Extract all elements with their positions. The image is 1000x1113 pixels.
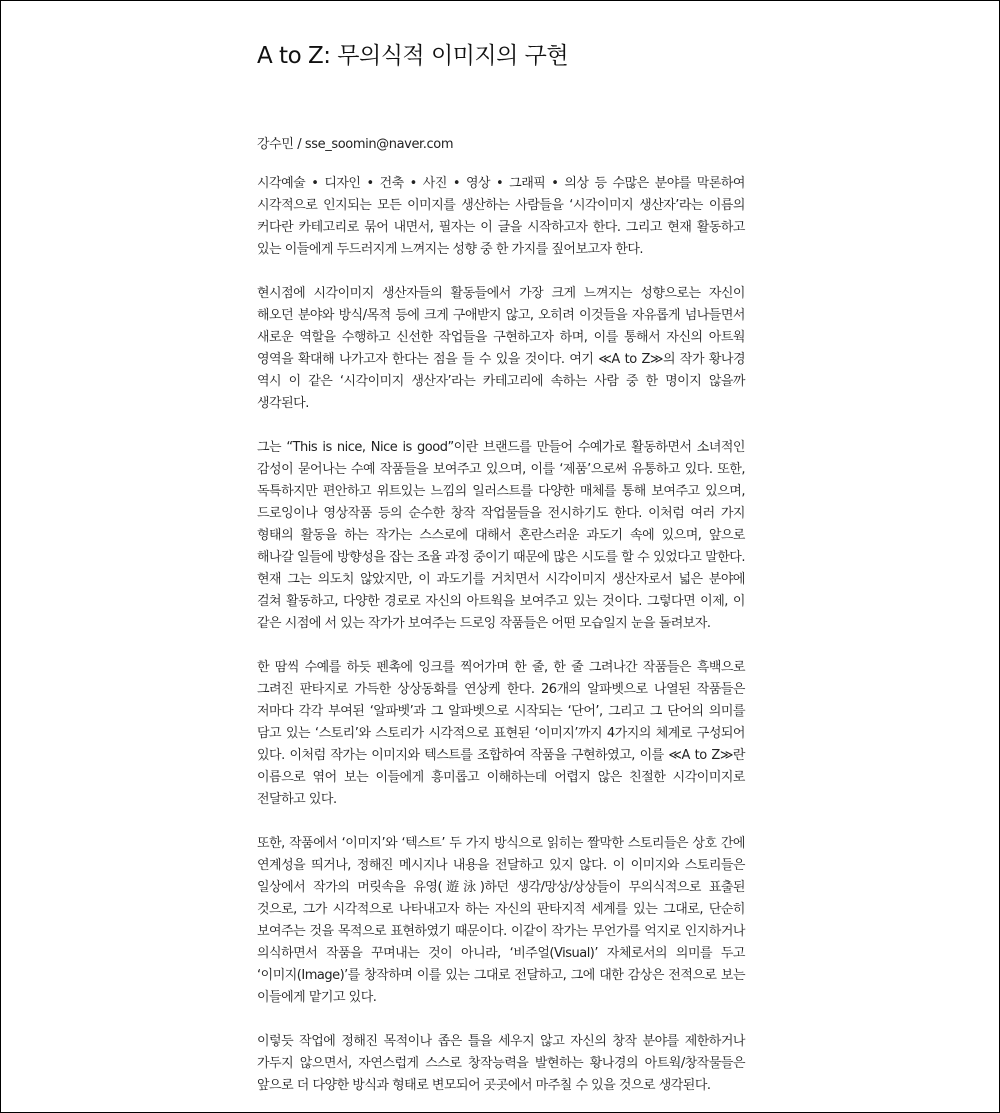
article [257, 40, 745, 1097]
paragraph-3: 그는 “This is nice, Nice is good”이란 브랜드를 만들어 수예가로 활동하면서 소녀적인 감성이 묻어나는 수예 작품들을 보여주고 있으며, 이를 ‘제품’으로써 유통하고 있다. 또한, 독특하지만 편안하고 위트있는 느낌의 일러스트를 다양한 매체를 통해 보여주고 있으며, 드로잉이나 영상작품 등의 순수한 창작 작업물들을 전시하기도 한다. 이처럼 여러 가지 형태의 활동을 하는 작가는 스스로에 대해서 혼란스러운 과도기 속에 있으며, 앞으로 해나갈 일들에 방향성을 잡는 조율 과정 중이기 때문에 많은 시도를 할 수 있었다고 말한다. 현재 그는 의도치 않았지만, 이 과도기를 거치면서 시각이미지 생산자로서 넓은 분야에 걸쳐 활동하고, 다양한 경로로 자신의 아트웍을 보여주고 있는 것이다. 그렇다면 이제, 이 같은 시점에 서 있는 작가가 보여주는 드로잉 작품들은 어떤 모습일지 눈을 돌려보자. [257, 440, 745, 631]
paragraph-1: 시각예술 • 디자인 • 건축 • 사진 • 영상 • 그래픽 • 의상 등 수많은 분야를 막론하여 시각적으로 인지되는 모든 이미지를 생산하는 사람들을 ‘시각이미지 생산자’라는 이름의 커다란 카테고리로 묶어 내면서, 필자는 이 글을 시작하고자 한다. 그리고 현재 활동하고 있는 이들에게 두드러지게 느껴지는 성향 중 한 가지를 짚어보고자 한다. [257, 176, 745, 257]
paragraph-6: 이렇듯 작업에 정해진 목적이나 좁은 틀을 세우지 않고 자신의 창작 분야를 제한하거나 가두지 않으면서, 자연스럽게 스스로 창작능력을 발현하는 황나경의 아트웍/창작물들은 앞으로 더 다양한 방식과 형태로 변모되어 곳곳에서 마주칠 수 있을 것으로 생각된다. [257, 1034, 745, 1093]
author-byline: 강수민 / sse_soomin@naver.com [257, 137, 454, 152]
paragraph-2: 현시점에 시각이미지 생산자들의 활동들에서 가장 크게 느껴지는 성향으로는 자신이 해오던 분야와 방식/목적 등에 크게 구애받지 않고, 오히려 이것들을 자유롭게 넘나들면서 새로운 역할을 수행하고 신선한 작업들을 구현하고자 하며, 이를 통해서 자신의 아트웍 영역을 확대해 나가고자 한다는 점을 들 수 있을 것이다. 여기 ≪A to Z≫의 작가 황나경 역시 이 같은 ‘시각이미지 생산자’라는 카테고리에 속하는 사람 중 한 명이지 않을까 생각된다. [257, 286, 745, 411]
paragraph-4: 한 땀씩 수예를 하듯 펜촉에 잉크를 찍어가며 한 줄, 한 줄 그려나간 작품들은 흑백으로 그려진 판타지로 가득한 상상동화를 연상케 한다. 26개의 알파벳으로 나열된 작품들은 저마다 각각 부여된 ‘알파벳’과 그 알파벳으로 시작되는 ‘단어’, 그리고 그 단어의 의미를 담고 있는 ‘스토리’와 스토리가 시각적으로 표현된 ‘이미지’까지 4가지의 체계로 구성되어 있다. 이처럼 작가는 이미지와 텍스트를 조합하여 작품을 구현하였고, 이를 ≪A to Z≫란 이름으로 엮어 보는 이들에게 흥미롭고 이해하는데 어렵지 않은 친절한 시각이미지로 전달하고 있다. [257, 660, 745, 807]
article-title: A to Z: 무의식적 이미지의 구현 [257, 43, 569, 69]
paragraph-5: 또한, 작품에서 ‘이미지’와 ‘텍스트’ 두 가지 방식으로 읽히는 짤막한 스토리들은 상호 간에 연계성을 띄거나, 정해진 메시지나 내용을 전달하고 있지 않다. 이 이미지와 스토리들은 일상에서 작가의 머릿속을 유영(遊泳)하던 생각/망상/상상들이 무의식적으로 표출된 것으로, 그가 시각적으로 나타내고자 하는 자신의 판타지적 세계를 있는 그대로, 단순히 보여주는 것을 목적으로 표현하였기 때문이다. 이같이 작가는 무언가를 억지로 인지하거나 의식하면서 작품을 꾸며내는 것이 아니라, ‘비주얼(Visual)’ 자체로서의 의미를 두고 ‘이미지(Image)’를 창작하며 이를 있는 그대로 전달하고, 그에 대한 감상은 전적으로 보는 이들에게 맡기고 있다. [257, 836, 745, 1005]
